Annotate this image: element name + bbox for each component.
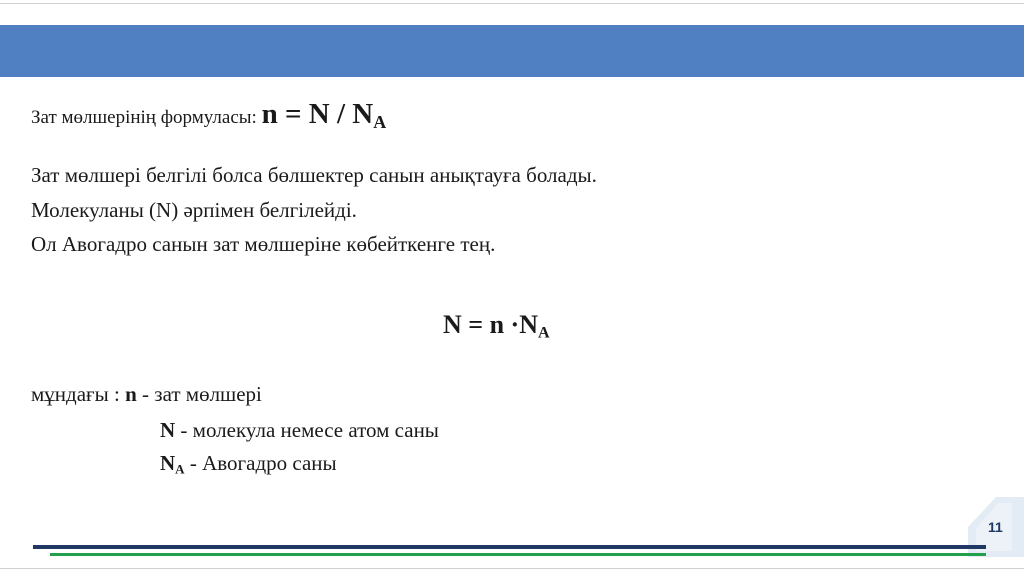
top-frame-line bbox=[0, 3, 1024, 4]
footer-rule-green bbox=[50, 553, 986, 556]
centered-formula-subscript: A bbox=[538, 324, 550, 342]
legend-intro: мұндағы : bbox=[31, 382, 126, 406]
formula-line bbox=[31, 98, 387, 133]
paragraph-line-1: Зат мөлшері белгілі болса бөлшектер санын анықтауға болады. bbox=[31, 163, 597, 187]
legend-item-avogadro bbox=[160, 451, 337, 477]
legend-item-molecules bbox=[160, 420, 439, 441]
legend-symbol-subscript: A bbox=[175, 461, 185, 477]
amount-formula bbox=[261, 98, 387, 133]
header-band bbox=[0, 25, 1024, 77]
formula-label: Зат мөлшерінің формуласы: bbox=[31, 107, 262, 128]
legend-symbol: N bbox=[160, 418, 176, 442]
amount-formula-main: n = N / N bbox=[261, 98, 374, 130]
page-number: 11 bbox=[988, 519, 1003, 535]
centered-formula-main: N = n ·N bbox=[443, 310, 538, 339]
legend-symbol-main: N bbox=[160, 451, 176, 475]
footer-rule-navy bbox=[33, 545, 986, 549]
amount-formula-subscript: A bbox=[373, 112, 387, 133]
centered-formula bbox=[443, 310, 550, 342]
legend-description: - молекула немесе атом саны bbox=[175, 418, 439, 442]
paragraph-line-2: Молекуланы (N) әрпімен белгілейді. bbox=[31, 198, 357, 222]
bottom-frame-line bbox=[0, 568, 1024, 569]
legend-symbol: n bbox=[125, 382, 137, 406]
paragraph-line-3: Ол Авогадро санын зат мөлшеріне көбейткенге тең. bbox=[31, 232, 496, 256]
legend-description: - Авогадро саны bbox=[184, 451, 337, 475]
legend-symbol bbox=[160, 451, 185, 475]
legend-item-amount bbox=[31, 384, 262, 405]
legend-description: - зат мөлшері bbox=[136, 382, 262, 406]
